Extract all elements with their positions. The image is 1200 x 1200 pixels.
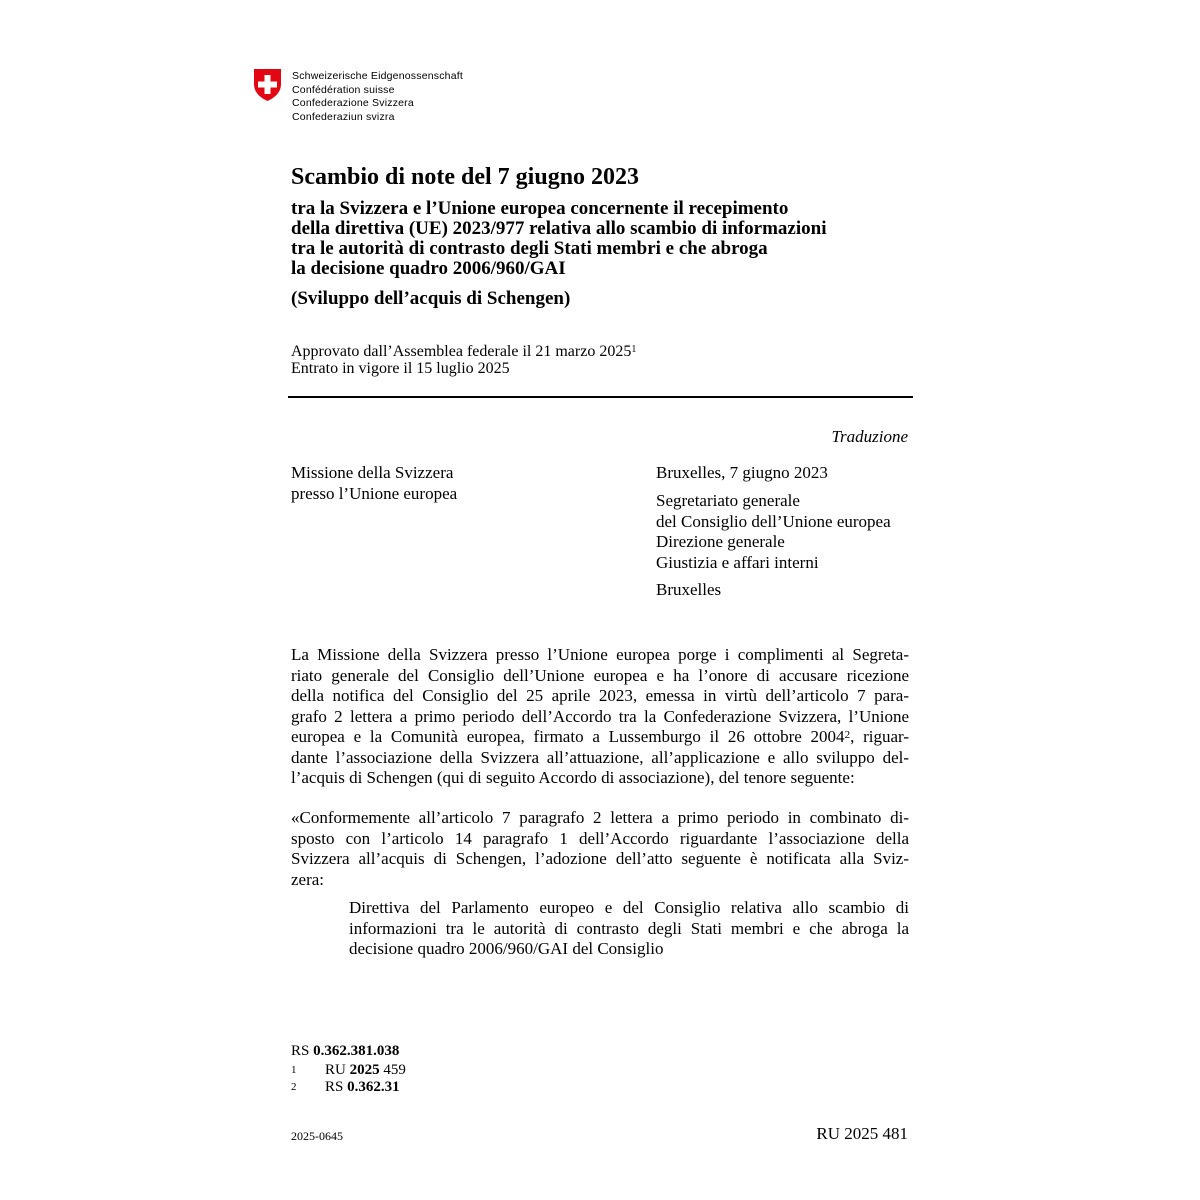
body-paragraph-2 xyxy=(291,808,909,890)
place-date: Bruxelles, 7 giugno 2023 xyxy=(656,463,828,482)
recipient-line: del Consiglio dell’Unione europea xyxy=(656,511,891,531)
paragraph-line: della notifica del Consiglio del 25 aprile 2023, emessa in virtù dell’articolo 7 para- xyxy=(291,686,909,705)
confederation-name-rm: Confederaziun svizra xyxy=(292,110,395,123)
paragraph-line-part: , riguar- xyxy=(850,727,909,746)
recipient-block xyxy=(656,491,891,573)
paragraph-line: sposto con l’articolo 14 paragrafo 1 dell’Accordo riguardante l’associazione della xyxy=(291,828,909,848)
horizontal-rule xyxy=(288,396,913,398)
directive-quote xyxy=(349,898,909,960)
footnote-ref-1: 1 xyxy=(631,344,637,355)
subtitle-line: della direttiva (UE) 2023/977 relativa allo scambio di informazioni xyxy=(291,218,827,239)
directive-line: Direttiva del Parlamento europeo e del Consiglio relativa allo scambio di xyxy=(349,898,909,917)
footnote-suffix: 459 xyxy=(379,1062,406,1078)
swiss-coat-of-arms-icon xyxy=(253,68,282,102)
footnote-ref-2: 2 xyxy=(844,729,851,741)
document-title: Scambio di note del 7 giugno 2023 xyxy=(291,164,640,190)
paragraph-line: grafo 2 lettera a primo periodo dell’Accordo tra la Confederazione Svizzera, l’Unione xyxy=(291,706,909,726)
page-reference: RU 2025 481 xyxy=(816,1124,908,1143)
confederation-names xyxy=(292,70,463,124)
paragraph-line: La Missione della Svizzera presso l’Unione europea porge i complimenti al Segreta- xyxy=(291,645,909,664)
recipient-line: Giustizia e affari interni xyxy=(656,552,819,572)
subtitle-line: tra le autorità di contrasto degli Stati membri e che abroga xyxy=(291,238,768,259)
recipient-city: Bruxelles xyxy=(656,580,722,599)
directive-line: informazioni tra le autorità di contrasto degli Stati membri e che abroga la xyxy=(349,918,909,938)
footnote-prefix: RS xyxy=(325,1079,344,1095)
sender-line: Missione della Svizzera xyxy=(291,463,454,482)
paragraph-line: l’acquis di Schengen (qui di seguito Accordo di associazione), del tenore seguente: xyxy=(291,768,855,787)
rs-number: 0.362.381.038 xyxy=(313,1043,400,1059)
sender-line: presso l’Unione europea xyxy=(291,483,458,503)
footnote-1 xyxy=(291,1062,406,1079)
directive-line: decisione quadro 2006/960/GAI del Consiglio xyxy=(349,939,664,958)
paragraph-line-part: europea e la Comunità europea, firmato a Lussemburgo il 26 ottobre 2004 xyxy=(291,727,845,746)
footnote-2 xyxy=(291,1079,400,1096)
recipient-line: Segretariato generale xyxy=(656,491,800,510)
translation-label: Traduzione xyxy=(831,427,908,446)
paragraph-line: riato generale del Consiglio dell’Unione europea e ha l’onore di accusare ricezione xyxy=(291,665,909,685)
sender-block xyxy=(291,463,457,504)
footnote-number: 2 xyxy=(291,1081,297,1093)
paragraph-line: dante l’associazione della Svizzera all’attuazione, all’applicazione e allo sviluppo del- xyxy=(291,747,909,767)
rs-prefix: RS xyxy=(291,1043,310,1059)
footnote-bold: 2025 xyxy=(349,1062,380,1078)
paragraph-line: Svizzera all’acquis di Schengen, l’adozione dell’atto seguente è notificata alla Sviz- xyxy=(291,849,909,868)
subtitle-line: la decisione quadro 2006/960/GAI xyxy=(291,258,566,279)
document-subtitle xyxy=(291,199,911,279)
rs-reference xyxy=(291,1043,399,1060)
paragraph-line: «Conformemente all’articolo 7 paragrafo 2 lettera a primo periodo in combinato di- xyxy=(291,808,909,827)
entry-into-force: Entrato in vigore il 15 luglio 2025 xyxy=(291,360,510,377)
approval-info xyxy=(291,343,636,377)
confederation-name-it: Confederazione Svizzera xyxy=(292,97,414,110)
footnote-prefix: RU xyxy=(325,1062,346,1078)
footnote-bold: 0.362.31 xyxy=(347,1079,400,1095)
document-number: 2025-0645 xyxy=(291,1129,343,1143)
approved-text: Approvato dall’Assemblea federale il 21 marzo 2025 xyxy=(291,343,632,360)
schengen-note: (Sviluppo dell’acquis di Schengen) xyxy=(291,288,571,309)
confederation-name-fr: Confédération suisse xyxy=(292,83,395,96)
confederation-name-de: Schweizerische Eidgenossenschaft xyxy=(292,70,463,82)
footnote-number: 1 xyxy=(291,1064,297,1076)
recipient-line: Direzione generale xyxy=(656,532,785,551)
paragraph-line xyxy=(291,727,909,748)
paragraph-line: zera: xyxy=(291,869,325,889)
subtitle-line: tra la Svizzera e l’Unione europea concernente il recepimento xyxy=(291,198,789,219)
body-paragraph-1 xyxy=(291,645,909,789)
